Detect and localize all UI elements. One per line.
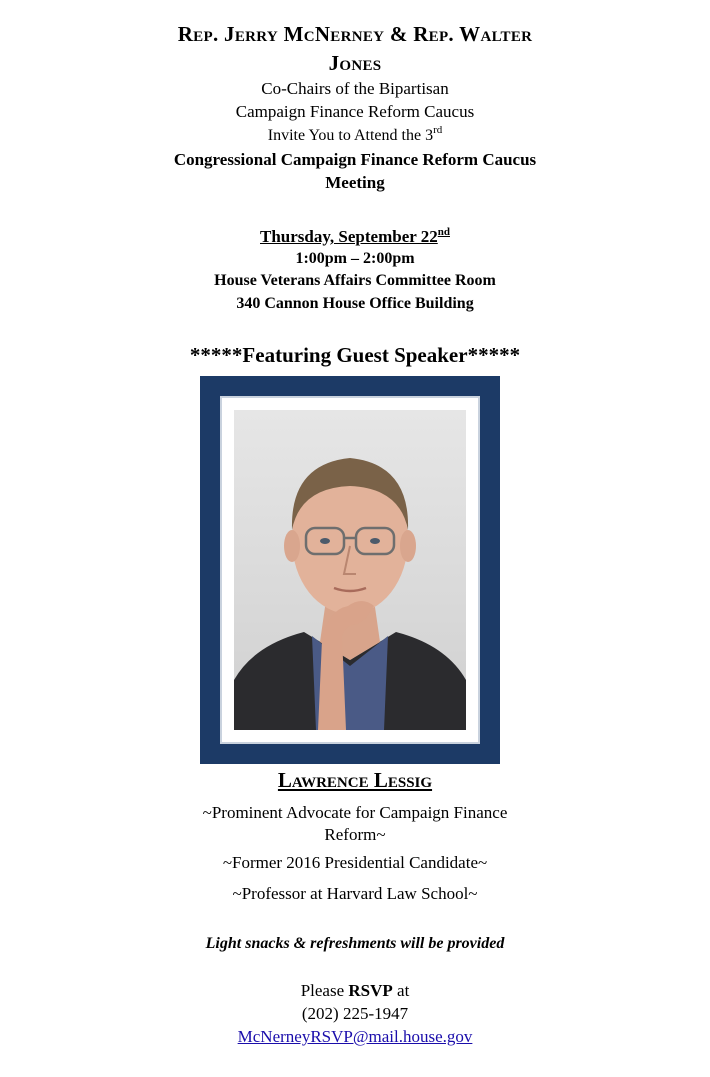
- event-date-text: Thursday, September 22: [260, 227, 438, 246]
- rsvp-email-row: [0, 1027, 710, 1047]
- meeting-title-line2: Meeting: [325, 173, 385, 192]
- featuring-heading: *****Featuring Guest Speaker*****: [189, 343, 521, 367]
- cochairs-line2: Campaign Finance Reform Caucus: [235, 102, 475, 121]
- rsvp-phone: (202) 225-1947: [301, 1004, 409, 1023]
- cochairs-line1: Co-Chairs of the Bipartisan: [261, 79, 449, 98]
- invite-text: Invite You to Attend the 3: [267, 127, 434, 144]
- hosts-heading-line1: Rep. Jerry McNerney & Rep. Walter: [177, 22, 533, 46]
- speaker-photo: [234, 410, 466, 730]
- hosts-heading-line2: Jones: [328, 51, 382, 75]
- event-building: 340 Cannon House Office Building: [236, 295, 474, 312]
- rsvp-keyword: RSVP: [348, 981, 393, 1000]
- event-time: 1:00pm – 2:00pm: [295, 250, 415, 267]
- event-date: [0, 226, 710, 247]
- invite-line: [0, 124, 710, 145]
- event-date-superscript: nd: [437, 226, 450, 238]
- speaker-desc1-line2: Reform~: [324, 825, 386, 844]
- rsvp-prefix: Please: [300, 981, 349, 1000]
- invite-superscript: rd: [433, 124, 443, 136]
- rsvp-suffix: at: [392, 981, 410, 1000]
- refreshments-note: Light snacks & refreshments will be provided: [205, 935, 505, 952]
- speaker-name: Lawrence Lessig: [277, 768, 433, 792]
- rsvp-line: [0, 981, 710, 1001]
- speaker-desc1-line1: ~Prominent Advocate for Campaign Finance: [202, 803, 508, 822]
- speaker-photo-border: [220, 396, 480, 744]
- speaker-portrait-illustration: [234, 410, 466, 730]
- rsvp-email-link[interactable]: McNerneyRSVP@mail.house.gov: [237, 1027, 473, 1046]
- speaker-photo-frame: [200, 376, 500, 764]
- event-room: House Veterans Affairs Committee Room: [214, 272, 496, 289]
- meeting-title-line1: Congressional Campaign Finance Reform Caucus: [173, 150, 537, 169]
- speaker-desc3: ~Professor at Harvard Law School~: [232, 884, 478, 903]
- speaker-desc2: ~Former 2016 Presidential Candidate~: [222, 853, 488, 872]
